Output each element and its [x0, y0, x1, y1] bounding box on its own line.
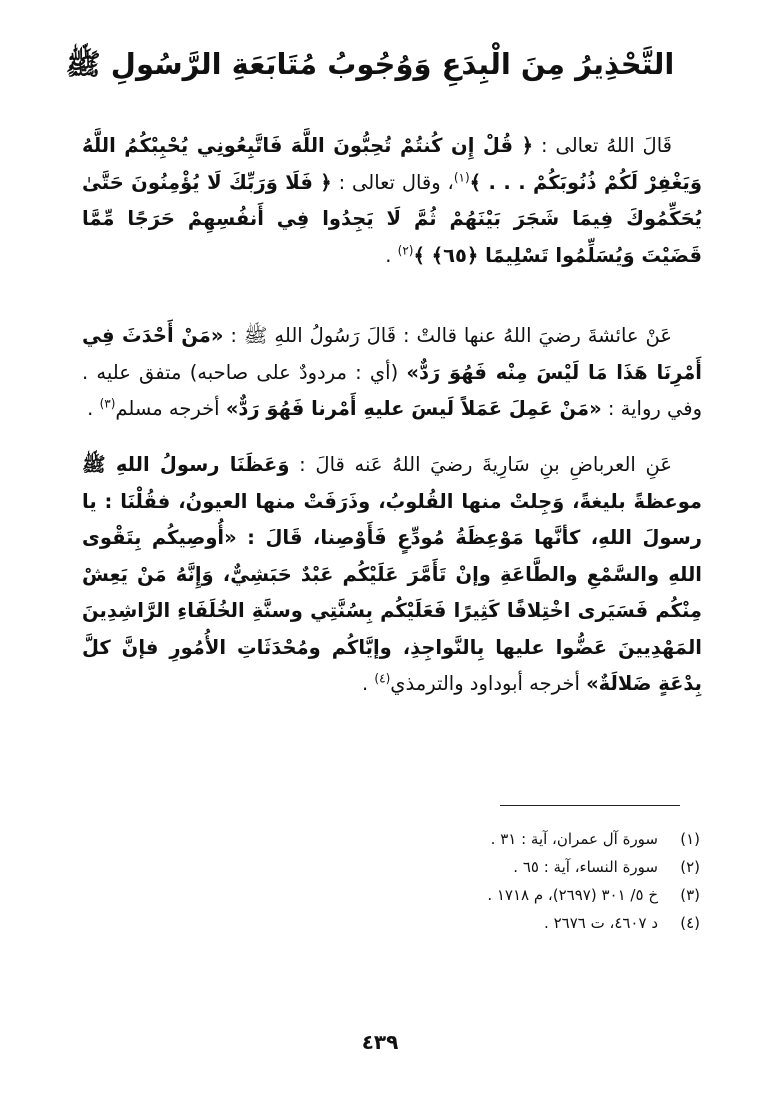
hadith-text-1: «مَنْ أَحْدَثَ فِي أَمْرِنَا هَذَا مَا لَيْسَ مِنْه فَهُوَ رَدٌّ» [82, 324, 702, 384]
footnote-ref-1[interactable]: (١) [453, 170, 470, 184]
paragraph-verses [82, 128, 702, 274]
footnote-item [200, 909, 700, 937]
footnote-item [200, 881, 700, 909]
sentence-end: . [87, 397, 100, 420]
hadith-source: أخرجه أبوداود والترمذي [390, 672, 587, 695]
paragraph-irbad-hadith [82, 447, 702, 703]
hadith-text-2: «مَنْ عَمِلَ عَمَلاً لَيسَ عليهِ أَمْرنا فَهُوَ رَدٌّ» [225, 397, 602, 420]
page-title: التَّحْذِيرُ مِنَ الْبِدَعِ وَوُجُوبُ مُتَابَعَةِ الرَّسُولِ ﷺ [65, 47, 675, 81]
footnote-text: د ٤٦٠٧، ت ٢٦٧٦ . [544, 914, 658, 932]
footnote-text: سورة آل عمران، آية : ٣١ . [490, 830, 658, 848]
verse-connector: ، وقال تعالى : [331, 170, 454, 194]
footnote-divider [500, 805, 680, 806]
sentence-end: . [385, 243, 398, 267]
footnote-number: (٢) [680, 858, 700, 876]
sentence-end: . [362, 672, 375, 695]
footnote-ref-4[interactable]: (٤) [374, 671, 391, 686]
paragraph-aisha-hadith [82, 318, 702, 428]
footnote-number: (٤) [680, 914, 700, 932]
footnote-text: سورة النساء، آية : ٦٥ . [513, 858, 658, 876]
footnotes [200, 825, 700, 937]
hadith-source: أخرجه مسلم [115, 397, 226, 420]
footnote-item [200, 825, 700, 853]
hadith-text-3: وَعَظَنَا رسولُ اللهِ ﷺ موعظةً بليغةً، وَجِلتْ منها القُلوبُ، وذَرَفَتْ منها العيونُ، فقُلْنَا : يا رسولَ اللهِ، كأنَّها مَوْعِظَةُ مُودِّعٍ فَأَوْصِنا، قَالَ : «أُوصِيكُم بِتَقْوى اللهِ والسَّمْعِ والطَّاعَةِ وإنْ تَأَمَّرَ عَلَيْكُم عَبْدٌ حَبَشِيٌّ، وَإِنَّهُ مَنْ يَعِشْ مِنْكُم فَسَيَرى اخْتِلافًا كَثِيرًا فَعَلَيْكُم بِسُنَّتِي وسنَّةِ الخُلَفَاءِ الرَّاشِدِينَ المَهْدِيينَ عَضُّوا عليها بِالنَّواجِذِ، وإيَّاكُم ومُحْدَثَاتِ الأُمُورِ فإنَّ كلَّ بِدْعَةٍ ضَلالَةٌ» [82, 453, 702, 695]
hadith-explanation: (أي : مردودٌ على صاحبه) متفق عليه . [82, 360, 407, 384]
footnote-ref-2[interactable]: (٢) [397, 243, 414, 257]
footnote-number: (١) [680, 830, 700, 848]
quran-verse-1: ﴿ قُلْ إِن كُنتُمْ تُحِبُّونَ اللَّهَ فَاتَّبِعُونِي يُحْبِبْكُمُ اللَّهُ وَيَغْفِرْ لَكُمْ ذُنُوبَكُمْ . . . ﴾ [82, 134, 702, 194]
hadith-intro: عَنِ العرباضِ بنِ سَارِيةَ رضيَ اللهُ عَنه قالَ : [289, 453, 672, 476]
footnote-number: (٣) [680, 886, 700, 904]
riwaya-label: وفي رواية : [601, 397, 702, 420]
footnote-item [200, 853, 700, 881]
footnote-ref-3[interactable]: (٣) [99, 396, 116, 411]
verse-intro: قَالَ اللهُ تعالى : [533, 134, 672, 157]
footnote-text: خ ٥/ ٣٠١ (٢٦٩٧)، م ١٧١٨ . [487, 886, 658, 904]
page-number: ٤٣٩ [361, 1030, 399, 1054]
quran-verse-2: ﴿ فَلَا وَرَبِّكَ لَا يُؤْمِنُونَ حَتَّىٰ يُحَكِّمُوكَ فِيمَا شَجَرَ بَيْنَهُمْ ثُمَّ لَا يَجِدُوا فِي أَنفُسِهِمْ حَرَجًا مِّمَّا قَضَيْتَ وَيُسَلِّمُوا تَسْلِيمًا ﴿٦٥﴾ ﴾ [82, 170, 702, 267]
hadith-intro: عَنْ عائشةَ رضيَ اللهُ عنها قالتْ : قَالَ رَسُولُ اللهِ ﷺ : [223, 324, 672, 347]
